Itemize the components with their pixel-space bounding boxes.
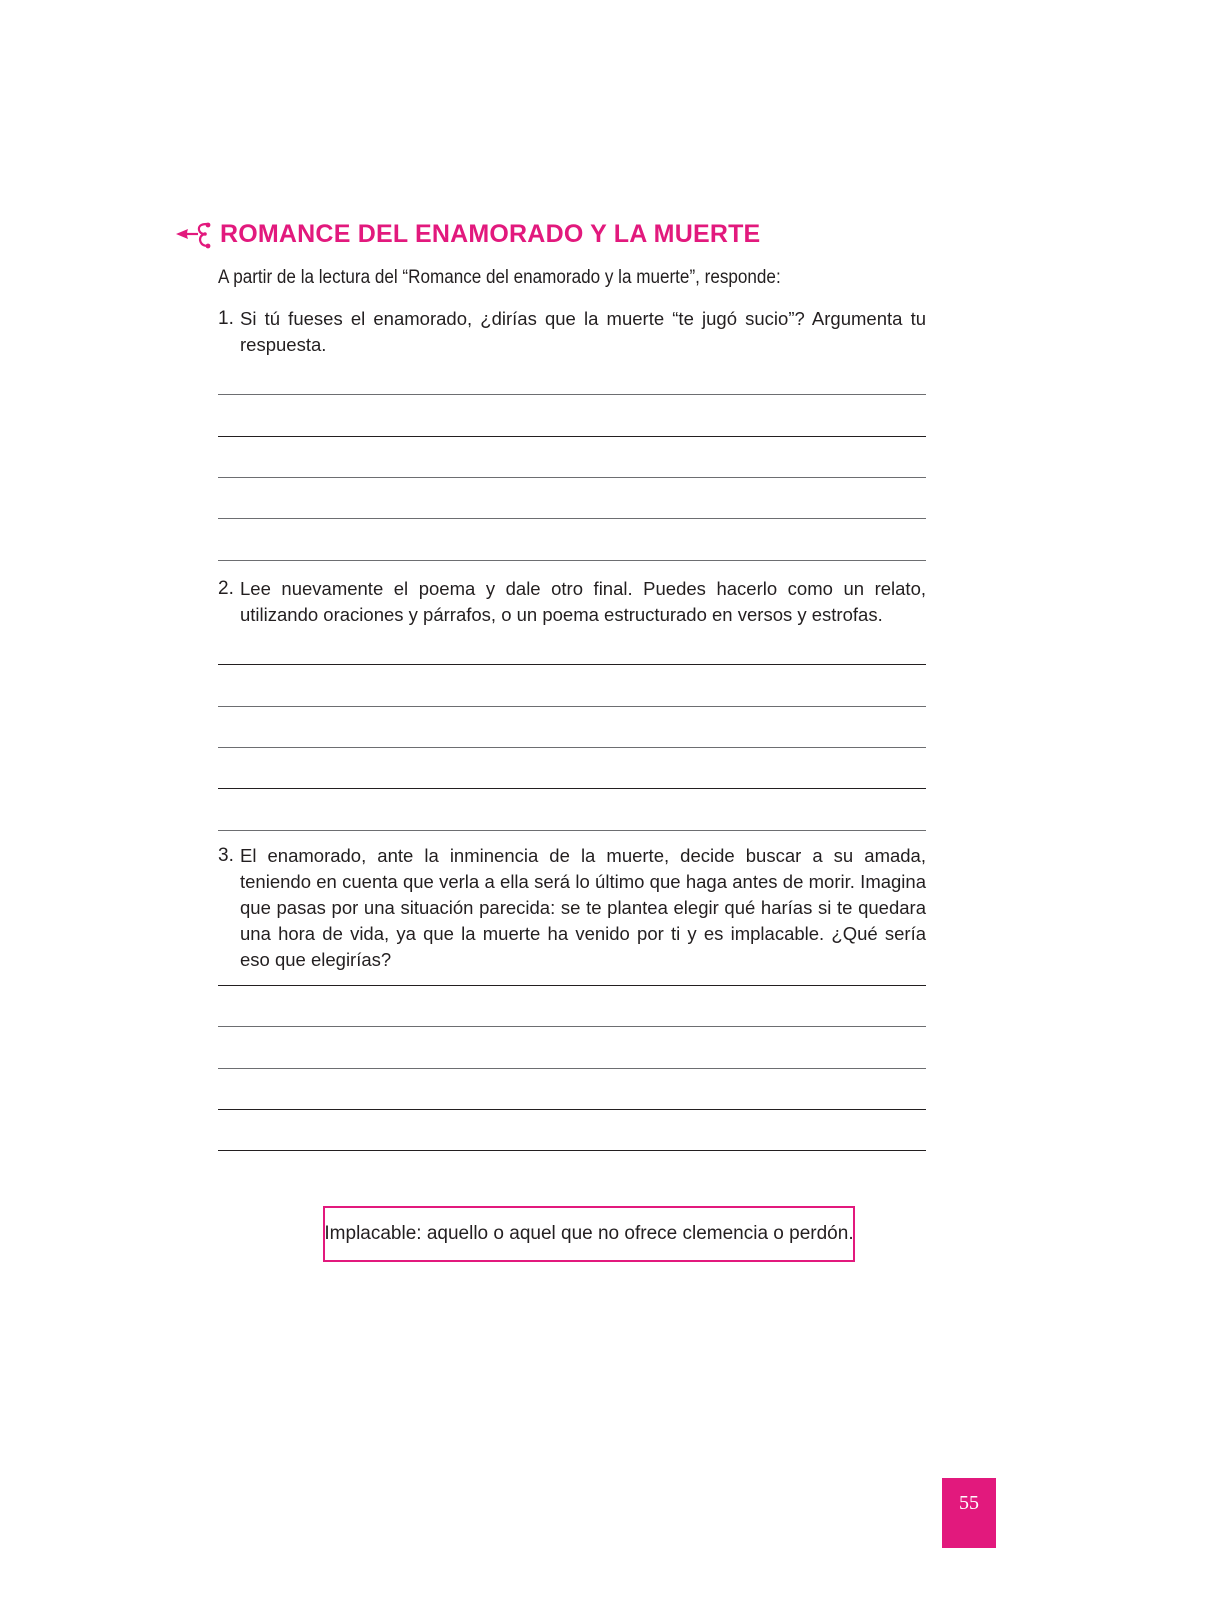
- answer-line[interactable]: [218, 830, 926, 831]
- question-number: 1.: [218, 308, 234, 329]
- answer-line[interactable]: [218, 477, 926, 478]
- answer-line[interactable]: [218, 394, 926, 395]
- answer-line[interactable]: [218, 1109, 926, 1110]
- answer-line[interactable]: [218, 706, 926, 707]
- question-3: [218, 843, 926, 973]
- definition-text: Implacable: aquello o aquel que no ofrece clemencia o perdón.: [324, 1223, 854, 1244]
- question-2: [218, 576, 926, 628]
- answer-line[interactable]: [218, 664, 926, 665]
- question-text: Lee nuevamente el poema y dale otro final. Puedes hacerlo como un relato, utilizando oraciones y párrafos, o un poema estructurado en versos y estrofas.: [240, 578, 926, 625]
- question-text: Si tú fueses el enamorado, ¿dirías que la muerte “te jugó sucio”? Argumenta tu respuesta.: [240, 308, 926, 355]
- answer-line[interactable]: [218, 1068, 926, 1069]
- answer-line[interactable]: [218, 788, 926, 789]
- fleuron-ornament-icon: [174, 220, 214, 250]
- section-title: ROMANCE DEL ENAMORADO Y LA MUERTE: [220, 220, 761, 248]
- answer-line[interactable]: [218, 985, 926, 986]
- answer-line[interactable]: [218, 436, 926, 437]
- answer-line[interactable]: [218, 747, 926, 748]
- answer-line[interactable]: [218, 518, 926, 519]
- question-text: El enamorado, ante la inminencia de la muerte, decide buscar a su amada, teniendo en cuenta que verla a ella será lo último que haga antes de morir. Imagina que pasas por una situación parecida: se te plantea elegir qué harías si te quedara una hora de vida, ya que la muerte ha venido por ti y es implacable. ¿Qué sería eso que elegirías?: [240, 845, 926, 970]
- page-number: 55: [942, 1478, 996, 1548]
- question-number: 2.: [218, 578, 234, 599]
- question-1: [218, 306, 926, 358]
- definition-box: [323, 1206, 855, 1262]
- answer-line[interactable]: [218, 1150, 926, 1151]
- question-number: 3.: [218, 845, 234, 866]
- answer-line[interactable]: [218, 560, 926, 561]
- answer-line[interactable]: [218, 1026, 926, 1027]
- instructions-text: A partir de la lectura del “Romance del enamorado y la muerte”, responde:: [218, 267, 781, 288]
